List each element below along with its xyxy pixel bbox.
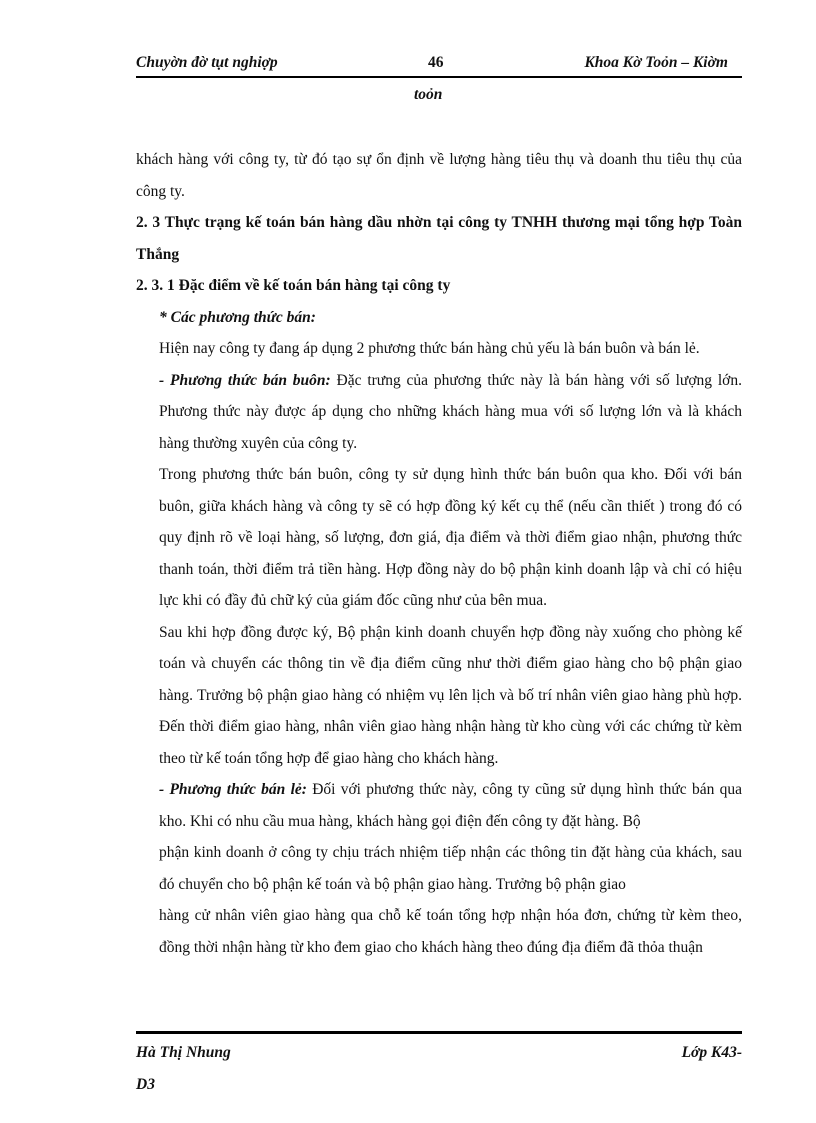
header-faculty: Khoa Kờ Toỏn – Kiờm [584, 54, 728, 71]
wholesale-label: - Phương thức bán buôn: [159, 371, 331, 389]
wholesale-text: Đặc trưng của phương thức này là bán hàng với số lượng lớn. Phương thức này được áp dụng cho những khách hàng mua với số lượng lớn và là khách hàng thường xuyên của công ty. [159, 371, 742, 452]
section-heading-2-3-1-text: 2. 3. 1 Đặc điểm về kế toán bán hàng tại công ty [136, 277, 451, 294]
paragraph-7-text: phận kinh doanh ở công ty chịu trách nhiệm tiếp nhận các thông tin đặt hàng của khách, sau đó chuyển cho bộ phận kế toán và bộ phận giao hàng. Trưởng bộ phận giao [159, 844, 742, 893]
footer-rule [136, 1031, 742, 1034]
retail-label: - Phương thức bán lẻ: [159, 781, 307, 798]
paragraph-1 [136, 144, 742, 207]
footer-author: Hà Thị Nhung [136, 1044, 231, 1061]
document-body [136, 144, 742, 963]
section-heading-2-3-text: 2. 3 Thực trạng kế toán bán hàng dầu nhờn tại công ty TNHH thương mại tổng hợp Toàn Thắng [136, 214, 742, 263]
paragraph-5-text: Sau khi hợp đồng được ký, Bộ phận kinh doanh chuyển hợp đồng này xuống cho phòng kế toán và chuyển các thông tin về địa điểm cũng như thời điểm giao hàng cho bộ phận giao hàng. Trưởng bộ phận giao hàng có nhiệm vụ lên lịch và bố trí nhân viên giao hàng phù hợp. Đến thời điểm giao hàng, nhân viên giao hàng nhận hàng từ kho cùng với các chứng từ kèm theo từ kế toán tổng hợp để giao hàng cho khách hàng. [159, 623, 742, 767]
paragraph-1-text: khách hàng với công ty, từ đó tạo sự ổn định về lượng hàng tiêu thụ và doanh thu tiêu thụ của công ty. [136, 151, 742, 200]
paragraph-5 [159, 617, 742, 775]
paragraph-wholesale [159, 365, 742, 460]
footer-class: Lớp K43- [681, 1044, 742, 1061]
section-heading-2-3 [136, 207, 742, 270]
paragraph-2-text: Hiện nay công ty đang áp dụng 2 phương thức bán hàng chủ yếu là bán buôn và bán lẻ. [159, 340, 700, 357]
footer-class-continuation: D3 [136, 1076, 155, 1093]
page-footer [136, 1040, 742, 1110]
paragraph-8 [159, 900, 742, 963]
header-thesis-title: Chuyờn đờ tụt nghiợp [136, 54, 278, 71]
paragraph-4 [159, 459, 742, 617]
header-faculty-continuation: toỏn [414, 86, 443, 103]
subheading-sales-methods-text: * Các phương thức bán: [159, 308, 316, 326]
paragraph-retail [159, 774, 742, 837]
section-heading-2-3-1 [136, 270, 742, 302]
paragraph-8-text: hàng cử nhân viên giao hàng qua chỗ kế toán tổng hợp nhận hóa đơn, chứng từ kèm theo, đồng thời nhận hàng từ kho đem giao cho khách hàng theo đúng địa điểm đã thỏa thuận [159, 907, 742, 956]
paragraph-4-text: Trong phương thức bán buôn, công ty sử dụng hình thức bán buôn qua kho. Đối với bán buôn, giữa khách hàng và công ty sẽ có hợp đồng ký kết cụ thể (nếu cần thiết ) trong đó có quy định rõ về loại hàng, số lượng, đơn giá, địa điểm và thời điểm giao nhận, phương thức thanh toán, thời điểm trả tiền hàng. Hợp đồng này do bộ phận kinh doanh lập và chỉ có hiệu lực khi có đầy đủ chữ ký của giám đốc cũng như của bên mua. [159, 466, 742, 609]
subheading-sales-methods [159, 302, 742, 334]
retail-text: Đối với phương thức này, công ty cũng sử dụng hình thức bán qua kho. Khi có nhu cầu mua hàng, khách hàng gọi điện đến công ty đặt hàng. Bộ [159, 781, 742, 830]
header-rule [136, 76, 742, 78]
page-number: 46 [428, 54, 444, 71]
paragraph-2 [159, 333, 742, 365]
paragraph-7 [159, 837, 742, 900]
